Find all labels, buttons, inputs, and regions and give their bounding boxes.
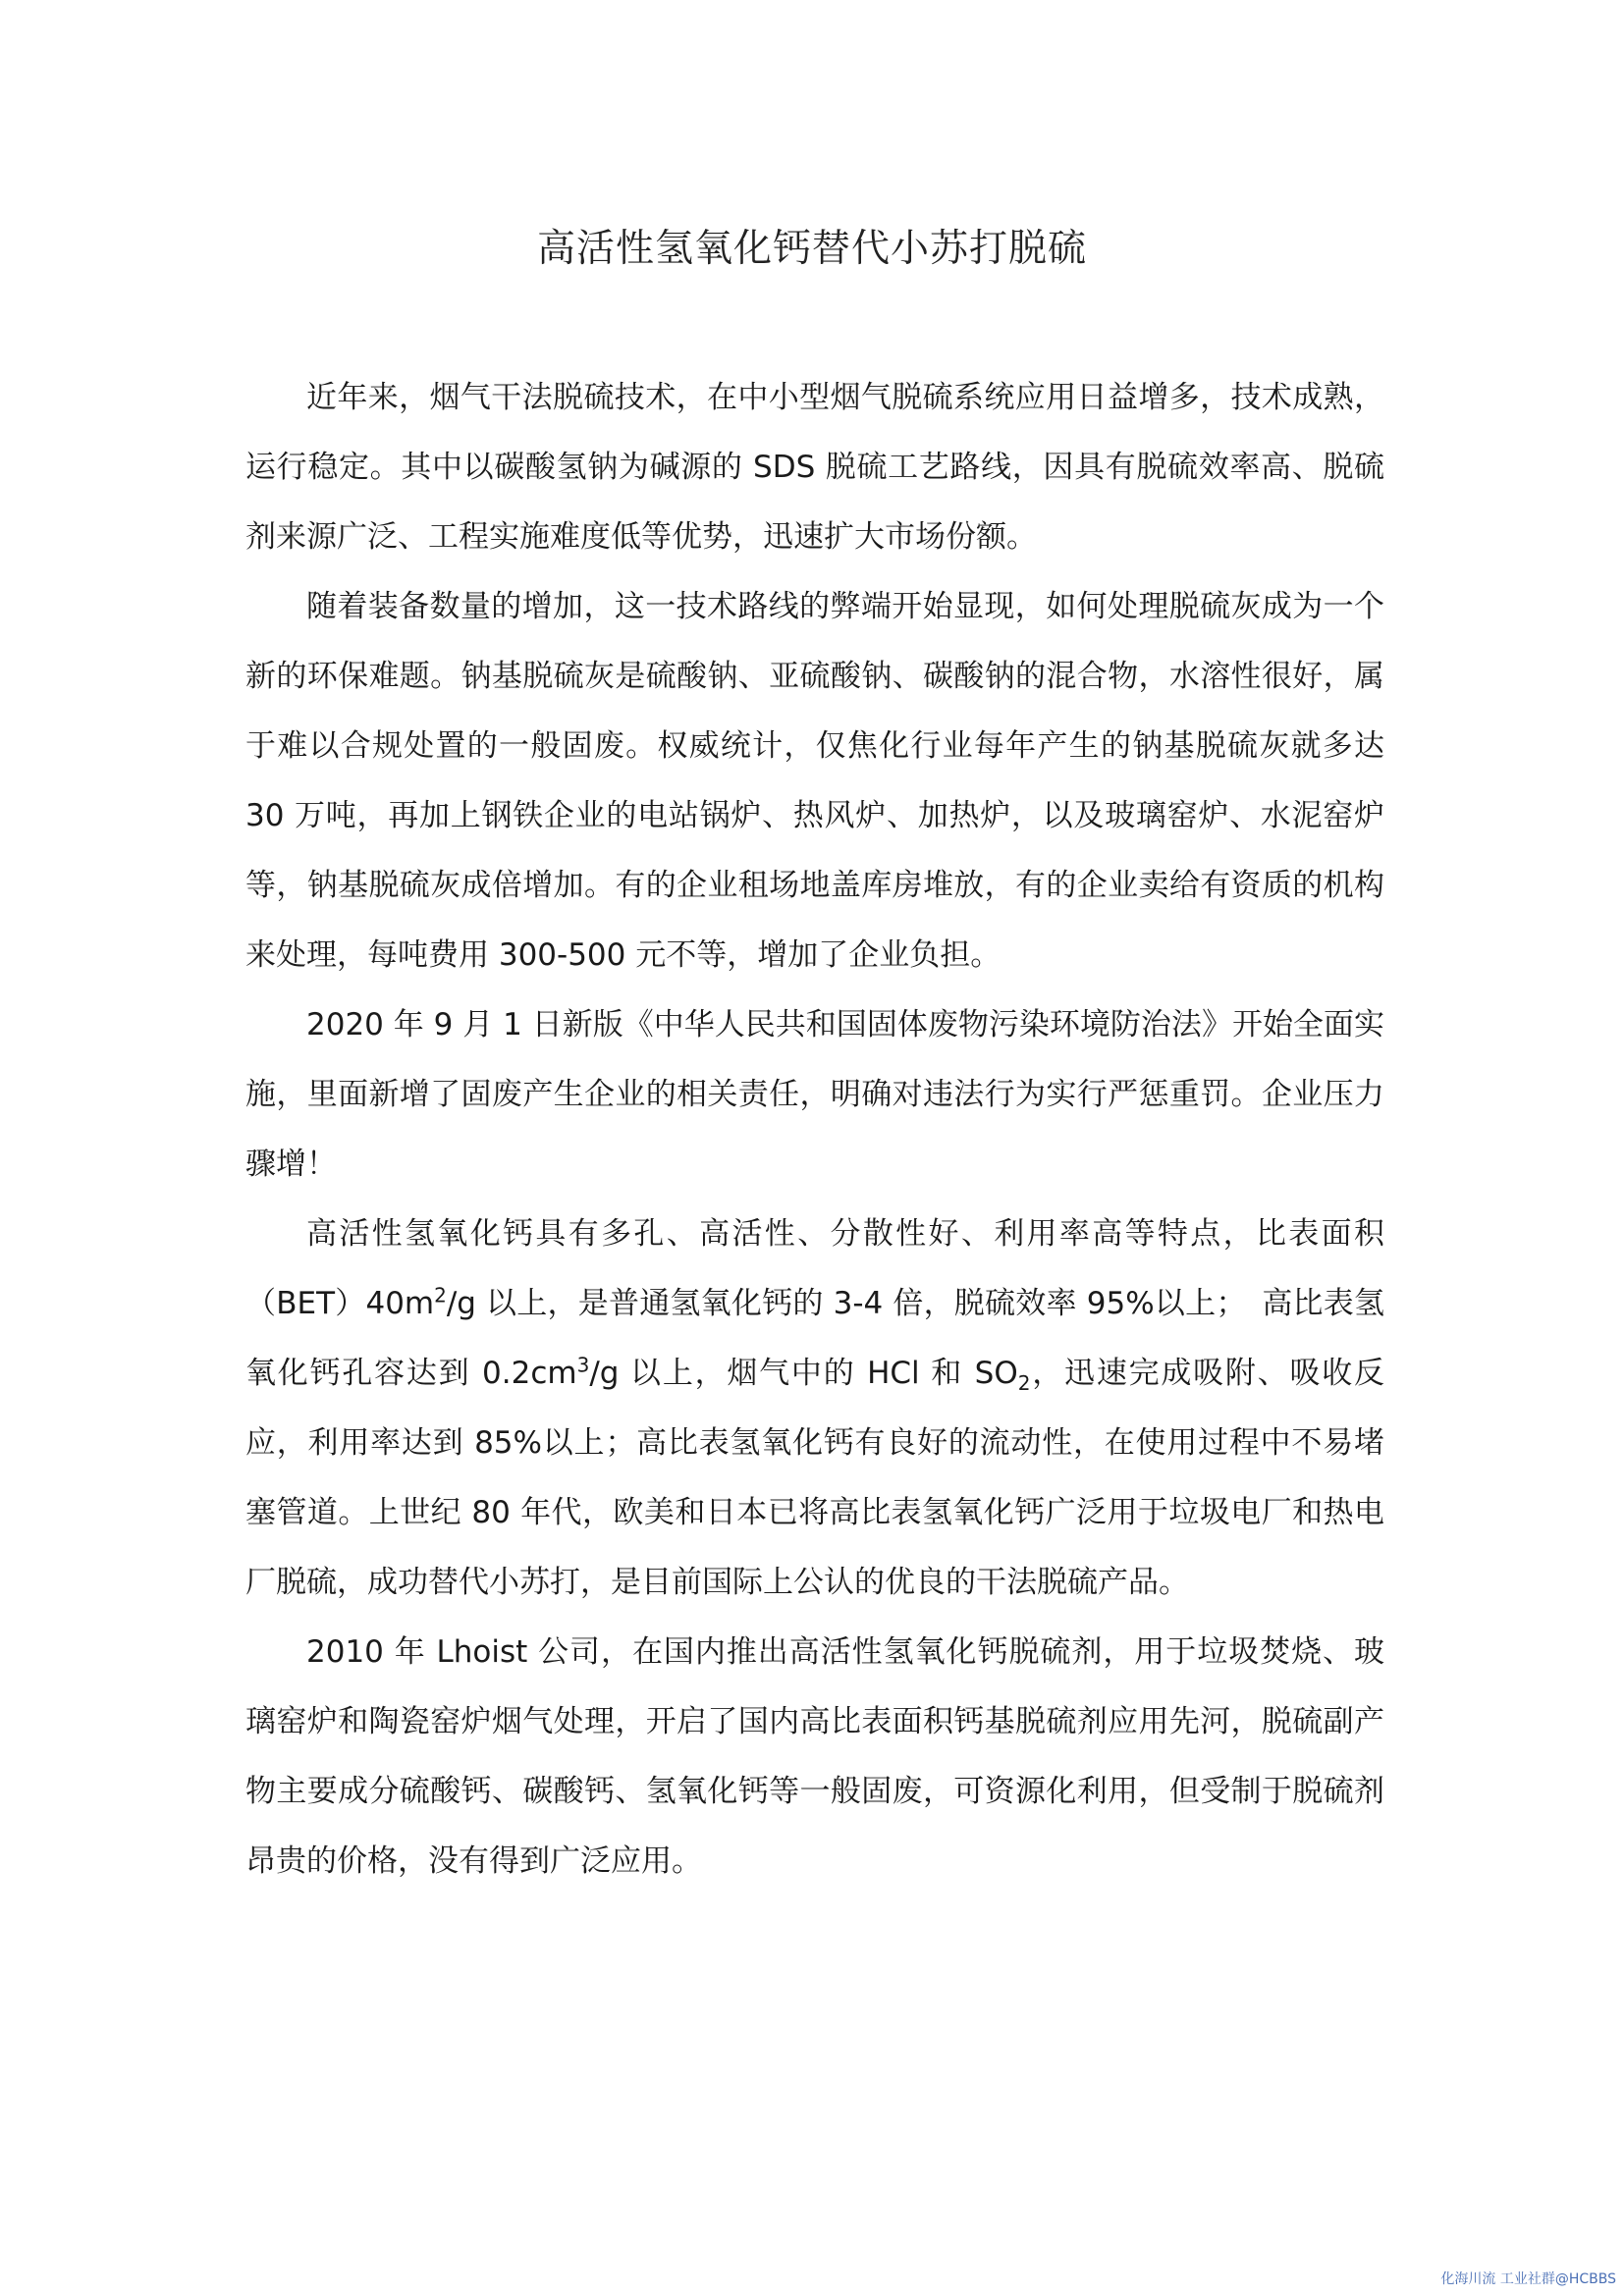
- paragraph-4: [245, 1200, 1384, 1618]
- article-body: [245, 363, 1384, 1896]
- paragraph-4-part-d: ，迅速完成吸附、吸收反应，利用率达到 85%以上；高比表氢氧化钙有良好的流动性，在使用过程中不易堵塞管道。上世纪 80 年代，欧美和日本已将高比表氢氧化钙广泛用于垃圾电厂和热电厂脱硫，成功替代小苏打，是目前国际上公认的优良的干法脱硫产品。: [245, 1356, 1384, 1600]
- paragraph-4-part-b: /g 以上，是普通氢氧化钙的 3-4 倍，脱硫效率 95%以上； 高比表氢氧化钙孔容达到 0.2cm: [245, 1286, 1384, 1391]
- paragraph-3: 2020 年 9 月 1 日新版《中华人民共和国固体废物污染环境防治法》开始全面实施，里面新增了固废产生企业的相关责任，明确对违法行为实行严惩重罚。企业压力骤增！: [245, 1007, 1384, 1182]
- watermark: 化海川流 工业社群@HCBBS: [1440, 2271, 1616, 2287]
- superscript-2: 2: [434, 1283, 447, 1308]
- page-title: 高活性氢氧化钙替代小苏打脱硫: [536, 227, 1087, 271]
- paragraph-4-part-a: 高活性氢氧化钙具有多孔、高活性、分散性好、利用率高等特点，比表面积（BET）40m: [245, 1216, 1384, 1321]
- paragraph-5: 2010 年 Lhoist 公司，在国内推出高活性氢氧化钙脱硫剂，用于垃圾焚烧、玻璃窑炉和陶瓷窑炉烟气处理，开启了国内高比表面积钙基脱硫剂应用先河，脱硫副产物主要成分硫酸钙、碳酸钙、氢氧化钙等一般固废，可资源化利用，但受制于脱硫剂昂贵的价格，没有得到广泛应用。: [245, 1634, 1384, 1879]
- paragraph-2: 随着装备数量的增加，这一技术路线的弊端开始显现，如何处理脱硫灰成为一个新的环保难题。钠基脱硫灰是硫酸钠、亚硫酸钠、碳酸钠的混合物，水溶性很好，属于难以合规处置的一般固废。权威统计，仅焦化行业每年产生的钠基脱硫灰就多达 30 万吨，再加上钢铁企业的电站锅炉、热风炉、加热炉，以及玻璃窑炉、水泥窑炉等，钠基脱硫灰成倍增加。有的企业租场地盖库房堆放，有的企业卖给有资质的机构来处理，每吨费用 300-500 元不等，增加了企业负担。: [245, 589, 1384, 973]
- paragraph-1: 近年来，烟气干法脱硫技术，在中小型烟气脱硫系统应用日益增多，技术成熟，运行稳定。其中以碳酸氢钠为碱源的 SDS 脱硫工艺路线，因具有脱硫效率高、脱硫剂来源广泛、工程实施难度低等优势，迅速扩大市场份额。: [245, 380, 1384, 555]
- paragraph-4-part-c: /g 以上，烟气中的 HCl 和 SO: [589, 1356, 1018, 1391]
- superscript-3: 3: [576, 1353, 590, 1377]
- subscript-2: 2: [1017, 1371, 1031, 1396]
